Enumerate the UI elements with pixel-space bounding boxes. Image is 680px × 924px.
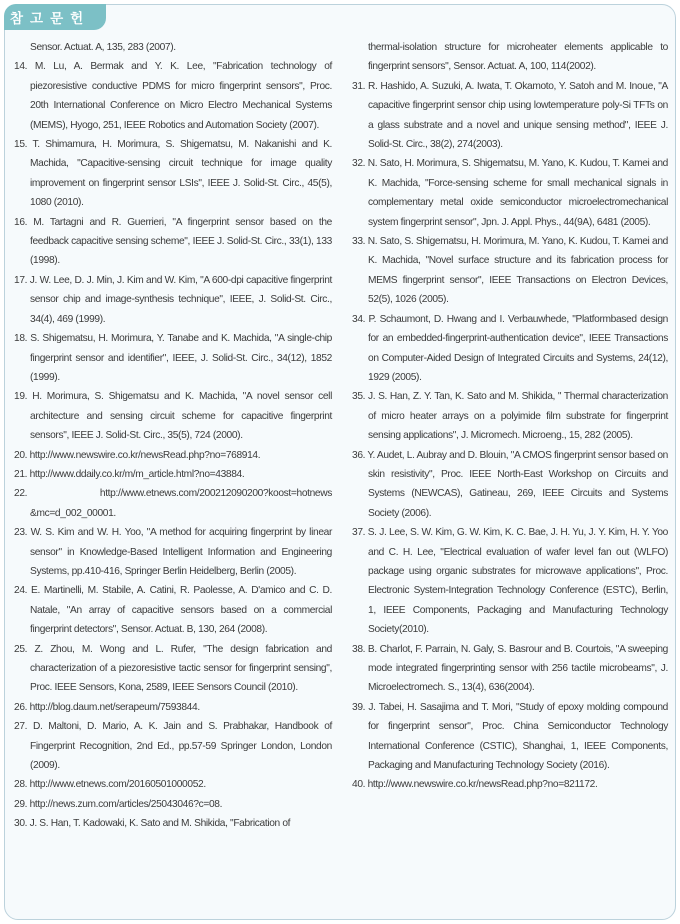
reference-entry: 31. R. Hashido, A. Suzuki, A. Iwata, T. Okamoto, Y. Satoh and M. Inoue, "A capacitive fingerprint sensor chip using lowtemperature poly-Si TFTs on a glass substrate and a novel and unique sensing method", IEEE J. Solid-St. Circ., 38(2), 274(2003). (352, 80, 668, 151)
reference-entry: 38. B. Charlot, F. Parrain, N. Galy, S. Basrour and B. Courtois, "A sweeping mode integrated fingerprinting sensor with 256 tactile microbeams", J. Microelectromech. S., 13(4), 636(2004). (352, 643, 668, 694)
reference-entry: 32. N. Sato, H. Morimura, S. Shigematsu, M. Yano, K. Kudou, T. Kamei and K. Machida, "Force-sensing scheme for small mechanical signals in complementary metal oxide semiconductor microelectromechanical system fingerprint sensor", Jpn. J. Appl. Phys., 44(9A), 6481 (2005). (352, 158, 668, 228)
reference-entry: thermal-isolation structure for microheater elements applicable to fingerprint sensors", Sensor. Actuat. A, 100, 114(2002). (368, 42, 668, 73)
reference-entry: 21. http://www.ddaily.co.kr/m/m_article.html?no=43884. (14, 468, 245, 480)
reference-entry: 23. W. S. Kim and W. H. Yoo, "A method for acquiring fingerprint by linear sensor" in Knowledge-Based Intelligent Information and Engineering Systems, pp.410-416, Springer Berlin Heidelberg, Berlin (2005). (14, 527, 332, 577)
reference-entry: 17. J. W. Lee, D. J. Min, J. Kim and W. Kim, "A 600-dpi capacitive fingerprint sensor chip and image-synthesis technique", IEEE, J. Solid-St. Circ., 34(4), 469 (1999). (14, 274, 332, 325)
reference-entry: Sensor. Actuat. A, 135, 283 (2007). (30, 42, 176, 53)
section-header (4, 4, 106, 30)
reference-entry: 22. http://www.etnews.com/200212090200?koost=hotnews &mc=d_002_00001. (14, 488, 332, 519)
reference-entry: 25. Z. Zhou, M. Wong and L. Rufer, "The design fabrication and characterization of a piezoresistive tactic sensor for fingerprint sensing", Proc. IEEE Sensors, Kona, 2589, IEEE Sensors Council (2010). (14, 643, 332, 694)
references-right-column (352, 38, 668, 795)
reference-entry: 14. M. Lu, A. Bermak and Y. K. Lee, "Fabrication technology of piezoresistive conductive PDMS for micro fingerprint sensors", Proc. 20th International Conference on Micro Electro Mechanical Systems (MEMS), Hyogo, 251, IEEE Robotics and Automation Society (2007). (14, 61, 332, 131)
reference-entry: 26. http://blog.daum.net/serapeum/7593844. (14, 701, 200, 713)
reference-entry: 36. Y. Audet, L. Aubray and D. Blouin, "A CMOS fingerprint sensor based on skin resistivity", Proc. IEEE North-East Workshop on Circuits and Systems (NEWCAS), Gatineau, 269, IEEE Circuits and Systems Society (2006). (352, 449, 668, 519)
header-char: 참 (10, 11, 24, 27)
reference-entry: 24. E. Martinelli, M. Stabile, A. Catini, R. Paolesse, A. D'amico and C. D. Natale, "An array of capacitive sensors based on a commercial fingerprint detectors", Sensor. Actuat. B, 130, 264 (2008). (14, 585, 332, 636)
reference-entry: 27. D. Maltoni, D. Mario, A. K. Jain and S. Prabhakar, Handbook of Fingerprint Recognition, 2nd Ed., pp.57-59 Springer London, London (2009). (14, 721, 332, 772)
reference-entry: 18. S. Shigematsu, H. Morimura, Y. Tanabe and K. Machida, "A single-chip fingerprint sensor and identifier", IEEE, J. Solid-St. Circ., 34(12), 1852 (1999). (14, 333, 332, 383)
reference-entry: 29. http://news.zum.com/articles/25043046?c=08. (14, 798, 223, 810)
reference-entry: 15. T. Shimamura, H. Morimura, S. Shigematsu, M. Nakanishi and K. Machida, "Capacitive-sensing circuit technique for image quality improvement on fingerprint sensor LSIs", IEEE J. Solid-St. Circ., 45(5), 1080 (2010). (14, 139, 332, 209)
reference-entry: 35. J. S. Han, Z. Y. Tan, K. Sato and M. Shikida, " Thermal characterization of micro heater arrays on a polyimide film substrate for fingerprint sensing applications", J. Micromech. Microeng., 15, 282 (2005). (352, 391, 668, 442)
header-char: 문 (50, 11, 64, 27)
reference-entry: 28. http://www.etnews.com/20160501000052. (14, 779, 206, 791)
reference-entry: 20. http://www.newswire.co.kr/newsRead.php?no=768914. (14, 449, 261, 461)
header-char: 헌 (70, 11, 84, 27)
reference-entry: 39. J. Tabei, H. Sasajima and T. Mori, "Study of epoxy molding compound for fingerprint sensor", Proc. China Semiconductor Technology International Conference (CSTIC), Shanghai, 1, IEEE Components, Packaging and Manufacturing Technology Society (2016). (352, 701, 668, 772)
header-char: 고 (30, 11, 44, 27)
reference-entry: 16. M. Tartagni and R. Guerrieri, "A fingerprint sensor based on the feedback capacitive sensing scheme", IEEE J. Solid-St. Circ., 33(1), 133 (1998). (14, 216, 332, 267)
reference-entry: 37. S. J. Lee, S. W. Kim, G. W. Kim, K. C. Bae, J. H. Yu, J. Y. Kim, H. Y. Yoo and C. H. Lee, "Electrical evaluation of wafer level fan out (WLFO) package using organic substrates for microwave applications", Proc. Electronic System-Integration Technology Conference (ESTC), Berlin, 1, IEEE Components, Packaging and Manufacturing Technology Society(2010). (352, 527, 668, 636)
reference-entry: 19. H. Morimura, S. Shigematsu and K. Machida, "A novel sensor cell architecture and sensing circuit scheme for capacitive fingerprint sensors", IEEE J. Solid-St. Circ., 35(5), 724 (2000). (14, 391, 332, 442)
reference-entry: 30. J. S. Han, T. Kadowaki, K. Sato and M. Shikida, "Fabrication of (14, 818, 291, 830)
reference-entry: 33. N. Sato, S. Shigematsu, H. Morimura, M. Yano, K. Kudou, T. Kamei and K. Machida, "Novel surface structure and its fabrication process for MEMS fingerprint sensor", IEEE Transactions on Electron Devices, 52(5), 1026 (2005). (352, 236, 668, 306)
reference-entry: 34. P. Schaumont, D. Hwang and I. Verbauwhede, "Platformbased design for an embedded-fingerprint-authentication device", IEEE Transactions on Computer-Aided Design of Integrated Circuits and Systems, 24(12), 1929 (2005). (352, 313, 668, 383)
references-left-column (14, 38, 332, 834)
reference-entry: 40. http://www.newswire.co.kr/newsRead.php?no=821172. (352, 779, 598, 791)
